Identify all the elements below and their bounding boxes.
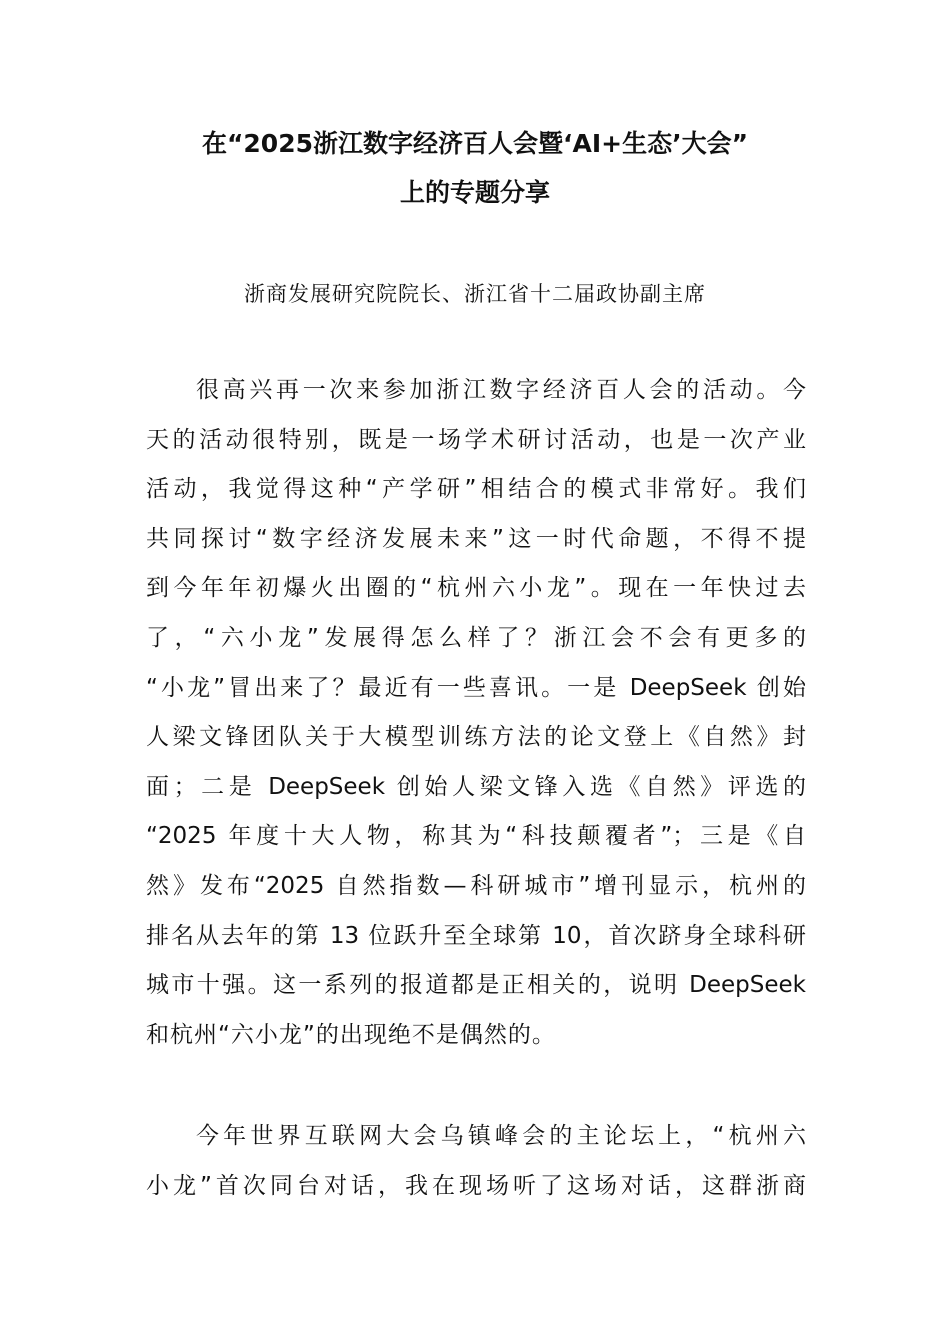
text-line: 很高兴再一次来参加浙江数字经济百人会的活动。今 xyxy=(196,377,806,403)
text-line: 了，“六小龙”发展得怎么样了？浙江会不会有更多的 xyxy=(146,624,806,651)
text-line: 排名从去年的第 13 位跃升至全球第 10，首次跻身全球科研 xyxy=(146,922,806,949)
text-line: 到今年年初爆火出圈的“杭州六小龙”。现在一年快过去 xyxy=(146,575,806,602)
text-line: 共同探讨“数字经济发展未来”这一时代命题，不得不提 xyxy=(146,525,806,552)
text-line: 然》发布“2025 自然指数—科研城市”增刊显示，杭州的 xyxy=(146,872,806,899)
document-title-line-1: 在“2025浙江数字经济百人会暨‘AI+生态’大会” xyxy=(201,129,749,158)
paragraph-1 xyxy=(146,366,806,1060)
document-title-line-2: 上的专题分享 xyxy=(399,178,550,207)
text-line: 活动，我觉得这种“产学研”相结合的模式非常好。我们 xyxy=(146,476,806,503)
author-affiliation: 浙商发展研究院院长、浙江省十二届政协副主席 xyxy=(244,282,706,306)
text-line: “2025 年度十大人物，称其为“科技颠覆者”；三是《自 xyxy=(146,823,806,850)
text-line: 和杭州“六小龙”的出现绝不是偶然的。 xyxy=(146,1021,556,1048)
text-line: 人梁文锋团队关于大模型训练方法的论文登上《自然》封 xyxy=(146,724,806,751)
paragraph-2 xyxy=(146,1112,806,1211)
text-line: 天的活动很特别，既是一场学术研讨活动，也是一次产业 xyxy=(146,426,806,453)
text-line: 城市十强。这一系列的报道都是正相关的，说明 DeepSeek xyxy=(146,972,806,999)
text-line: 面；二是 DeepSeek 创始人梁文锋入选《自然》评选的 xyxy=(146,773,806,800)
text-line: “小龙”冒出来了？最近有一些喜讯。一是 DeepSeek 创始 xyxy=(146,674,806,701)
text-line: 小龙”首次同台对话，我在现场听了这场对话，这群浙商 xyxy=(146,1172,806,1199)
text-line: 今年世界互联网大会乌镇峰会的主论坛上，“杭州六 xyxy=(196,1123,806,1149)
